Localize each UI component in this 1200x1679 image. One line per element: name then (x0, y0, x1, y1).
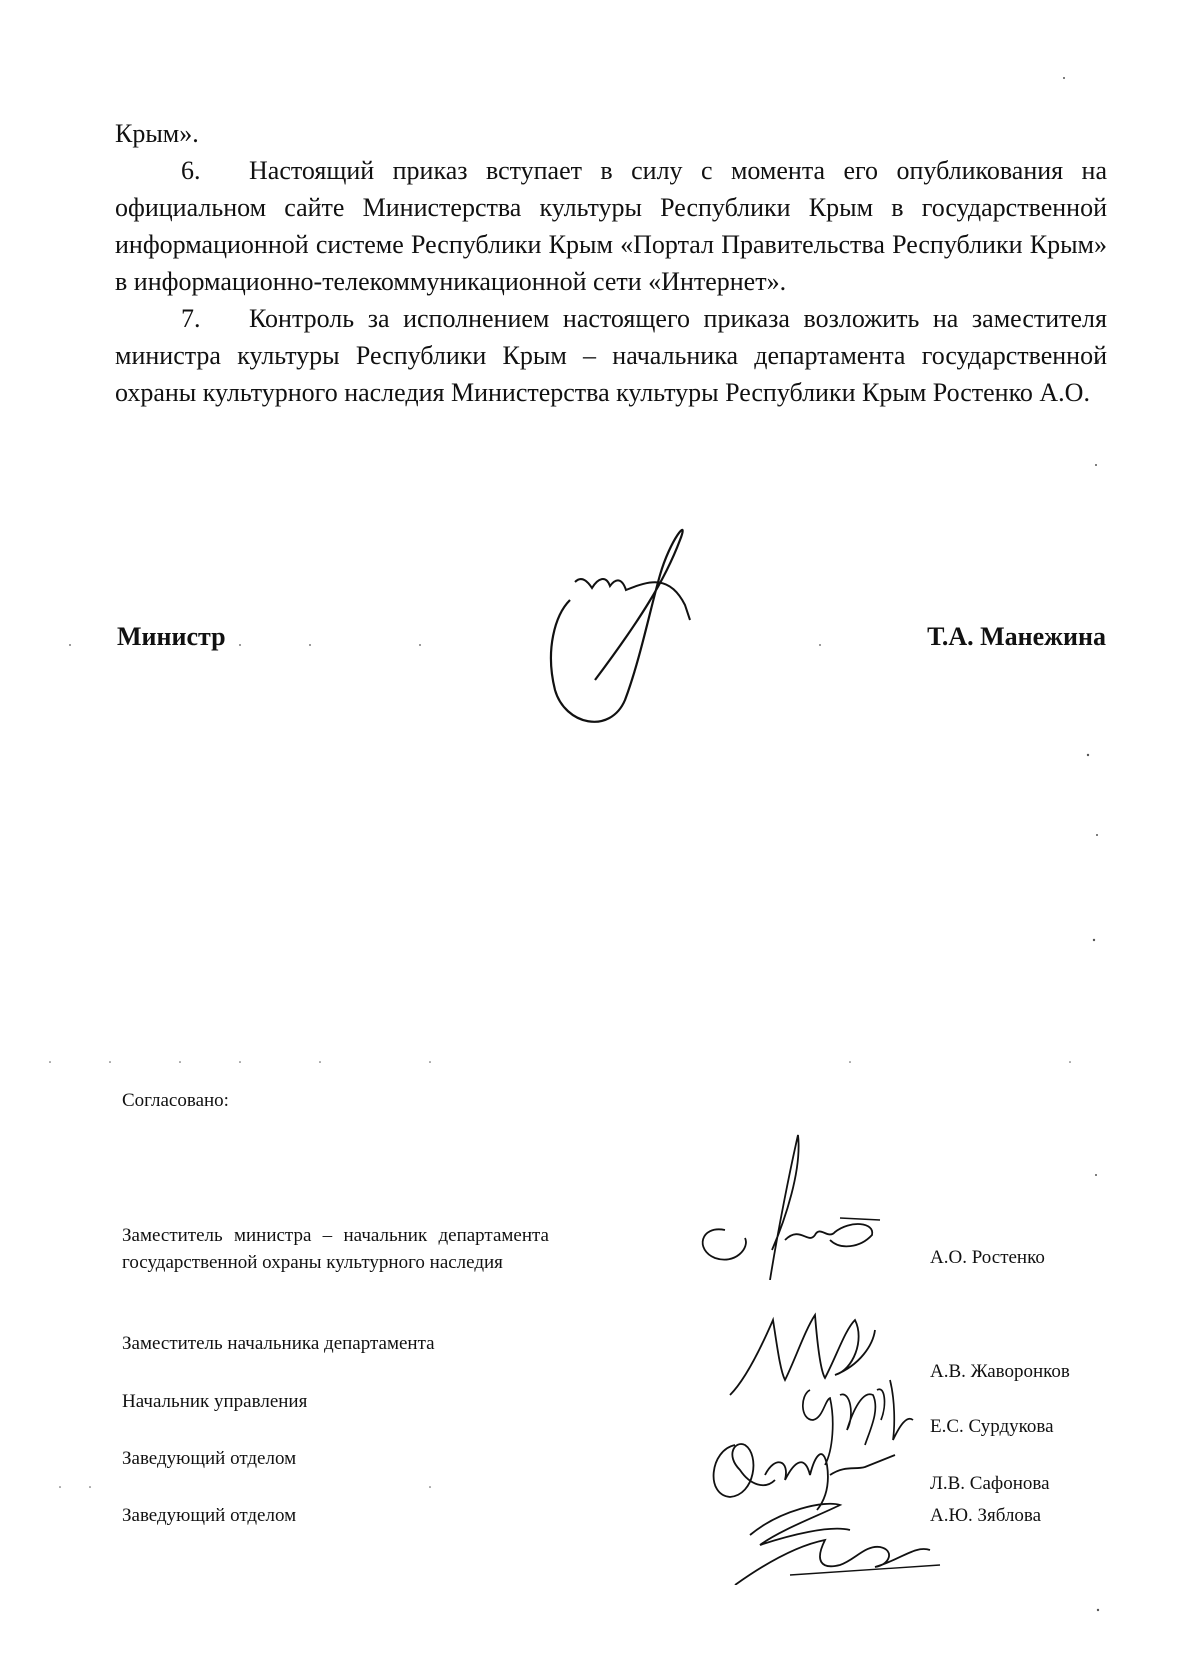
approval-name: А.О. Ростенко (930, 1247, 1045, 1268)
order-body (115, 115, 1107, 411)
order-item-7 (115, 300, 1107, 411)
signer-name: Т.А. Манежина (927, 622, 1106, 651)
item-text: Контроль за исполнением настоящего приказа возложить на заместителя министра культуры Республики Крым – начальника департамента государственной охраны культурного наследия Министерства культуры Республики Крым Ростенко А.О. (115, 304, 1107, 407)
item-number: 6. (181, 156, 201, 185)
item-number: 7. (181, 304, 201, 333)
approval-name: Л.В. Сафонова (930, 1473, 1050, 1494)
item-text: Настоящий приказ вступает в силу с момента его опубликования на официальном сайте Министерства культуры Республики Крым в государственной информационной системе Республики Крым «Портал Правительства Республики Крым» в информационно-телекоммуникационной сети «Интернет». (115, 156, 1107, 296)
initials-zyablova (730, 1485, 950, 1585)
approval-position: Заместитель министра – начальник департамента государственной охраны культурного наследия (122, 1225, 549, 1273)
initials-rostenko (690, 1130, 890, 1280)
approval-position: Заведующий отделом (122, 1448, 297, 1469)
order-item-6 (115, 152, 1107, 300)
paragraph-continuation: Крым». (115, 119, 199, 148)
approval-name: А.Ю. Зяблова (930, 1505, 1042, 1526)
approval-position: Заместитель начальника департамента (122, 1333, 435, 1354)
approval-name: А.В. Жаворонков (930, 1361, 1070, 1382)
approval-name: Е.С. Сурдукова (930, 1416, 1054, 1437)
approved-label: Согласовано: (122, 1090, 229, 1111)
approval-position: Начальник управления (122, 1391, 308, 1412)
minister-signature (540, 520, 740, 750)
approval-position: Заведующий отделом (122, 1505, 297, 1526)
signer-title: Министр (117, 622, 226, 651)
